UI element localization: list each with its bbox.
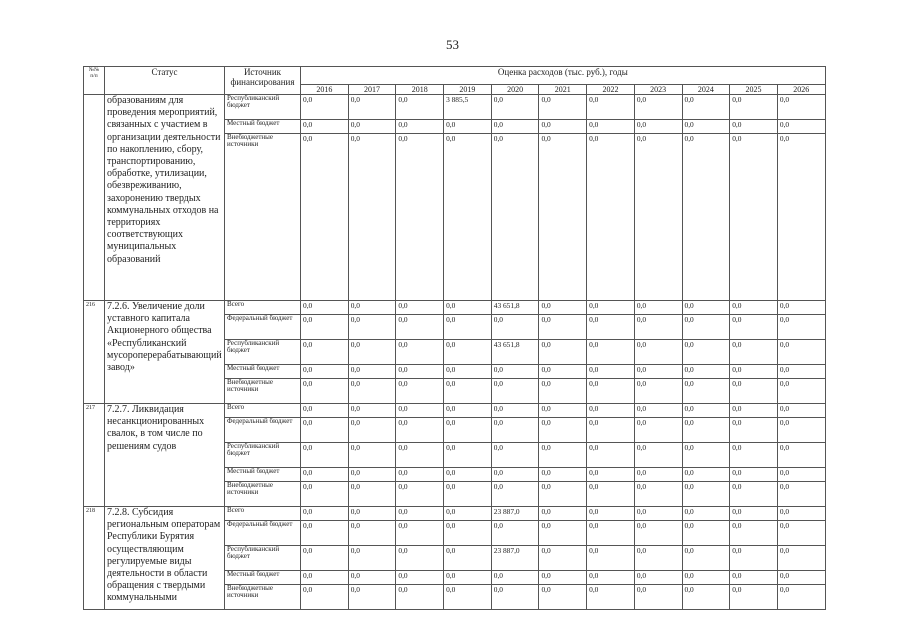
header-year: 2022 bbox=[587, 85, 635, 95]
value-cell: 0,0 bbox=[730, 585, 778, 610]
value-cell: 0,0 bbox=[539, 134, 587, 301]
value-cell: 0,0 bbox=[730, 546, 778, 571]
value-cell: 0,0 bbox=[777, 571, 825, 585]
value-cell: 0,0 bbox=[444, 404, 492, 418]
value-cell: 0,0 bbox=[444, 521, 492, 546]
value-cell: 0,0 bbox=[634, 379, 682, 404]
value-cell: 0,0 bbox=[444, 468, 492, 482]
value-cell: 0,0 bbox=[730, 443, 778, 468]
value-cell: 0,0 bbox=[730, 340, 778, 365]
funding-source: Всего bbox=[225, 507, 301, 521]
value-cell: 0,0 bbox=[491, 95, 539, 120]
value-cell: 43 651,8 bbox=[491, 301, 539, 315]
value-cell: 0,0 bbox=[444, 571, 492, 585]
value-cell: 0,0 bbox=[634, 404, 682, 418]
value-cell: 0,0 bbox=[634, 120, 682, 134]
header-year: 2016 bbox=[301, 85, 349, 95]
value-cell: 0,0 bbox=[634, 301, 682, 315]
value-cell: 0,0 bbox=[730, 521, 778, 546]
value-cell: 0,0 bbox=[396, 546, 444, 571]
status-cell: 7.2.8. Субсидия региональным операторам Республики Бурятия осуществляющим регулируемые виды деятельности в области обращения с твердыми коммунальными bbox=[105, 507, 225, 610]
value-cell: 0,0 bbox=[396, 507, 444, 521]
row-number: 217 bbox=[84, 404, 105, 507]
value-cell: 0,0 bbox=[587, 120, 635, 134]
value-cell: 0,0 bbox=[777, 120, 825, 134]
table-row bbox=[84, 404, 826, 418]
value-cell: 0,0 bbox=[777, 404, 825, 418]
value-cell: 0,0 bbox=[396, 482, 444, 507]
value-cell: 0,0 bbox=[444, 379, 492, 404]
header-status: Статус bbox=[105, 67, 225, 95]
value-cell: 0,0 bbox=[682, 507, 730, 521]
value-cell: 0,0 bbox=[539, 507, 587, 521]
value-cell: 0,0 bbox=[777, 134, 825, 301]
value-cell: 0,0 bbox=[301, 468, 349, 482]
row-number bbox=[84, 95, 105, 301]
value-cell: 0,0 bbox=[682, 468, 730, 482]
value-cell: 0,0 bbox=[539, 95, 587, 120]
value-cell: 0,0 bbox=[777, 482, 825, 507]
value-cell: 0,0 bbox=[539, 482, 587, 507]
value-cell: 0,0 bbox=[587, 134, 635, 301]
value-cell: 0,0 bbox=[587, 482, 635, 507]
value-cell: 0,0 bbox=[730, 120, 778, 134]
value-cell: 0,0 bbox=[539, 585, 587, 610]
status-cell: образованиям для проведения мероприятий, связанных с участием в организации деятельности по накоплению, сбору, транспортированию, обработке, утилизации, обезвреживанию, захоронению твердых коммунальных отходов на территориях соответствующих муниципальных образований bbox=[105, 95, 225, 301]
value-cell: 0,0 bbox=[587, 468, 635, 482]
value-cell: 0,0 bbox=[301, 120, 349, 134]
value-cell: 0,0 bbox=[491, 468, 539, 482]
value-cell: 23 887,0 bbox=[491, 507, 539, 521]
value-cell: 0,0 bbox=[444, 365, 492, 379]
value-cell: 0,0 bbox=[730, 95, 778, 120]
funding-source: Федеральный бюджет bbox=[225, 315, 301, 340]
value-cell: 0,0 bbox=[444, 482, 492, 507]
value-cell: 0,0 bbox=[539, 468, 587, 482]
value-cell: 0,0 bbox=[539, 340, 587, 365]
value-cell: 0,0 bbox=[301, 340, 349, 365]
value-cell: 0,0 bbox=[539, 301, 587, 315]
value-cell: 0,0 bbox=[587, 507, 635, 521]
value-cell: 0,0 bbox=[444, 134, 492, 301]
header-year: 2018 bbox=[396, 85, 444, 95]
value-cell: 0,0 bbox=[539, 443, 587, 468]
value-cell: 0,0 bbox=[491, 418, 539, 443]
value-cell: 0,0 bbox=[539, 571, 587, 585]
value-cell: 0,0 bbox=[682, 418, 730, 443]
table-row bbox=[84, 301, 826, 315]
value-cell: 0,0 bbox=[587, 95, 635, 120]
value-cell: 0,0 bbox=[587, 443, 635, 468]
value-cell: 0,0 bbox=[491, 585, 539, 610]
value-cell: 0,0 bbox=[491, 443, 539, 468]
value-cell: 0,0 bbox=[634, 315, 682, 340]
value-cell: 0,0 bbox=[396, 468, 444, 482]
value-cell: 0,0 bbox=[348, 365, 396, 379]
value-cell: 0,0 bbox=[682, 546, 730, 571]
value-cell: 0,0 bbox=[777, 315, 825, 340]
funding-source: Внебюджетные источники bbox=[225, 134, 301, 301]
value-cell: 43 651,8 bbox=[491, 340, 539, 365]
value-cell: 0,0 bbox=[682, 443, 730, 468]
table-header bbox=[84, 67, 826, 95]
value-cell: 0,0 bbox=[539, 365, 587, 379]
value-cell: 0,0 bbox=[396, 443, 444, 468]
value-cell: 0,0 bbox=[301, 301, 349, 315]
value-cell: 0,0 bbox=[396, 571, 444, 585]
value-cell: 0,0 bbox=[539, 546, 587, 571]
value-cell: 0,0 bbox=[587, 365, 635, 379]
value-cell: 0,0 bbox=[682, 120, 730, 134]
value-cell: 0,0 bbox=[634, 482, 682, 507]
funding-source: Местный бюджет bbox=[225, 571, 301, 585]
value-cell: 0,0 bbox=[396, 418, 444, 443]
value-cell: 0,0 bbox=[539, 379, 587, 404]
value-cell: 0,0 bbox=[777, 365, 825, 379]
table-row bbox=[84, 95, 826, 120]
value-cell: 0,0 bbox=[777, 418, 825, 443]
value-cell: 0,0 bbox=[587, 585, 635, 610]
value-cell: 0,0 bbox=[301, 546, 349, 571]
value-cell: 0,0 bbox=[539, 418, 587, 443]
value-cell: 0,0 bbox=[730, 301, 778, 315]
header-year: 2019 bbox=[444, 85, 492, 95]
value-cell: 0,0 bbox=[396, 585, 444, 610]
value-cell: 0,0 bbox=[444, 301, 492, 315]
value-cell: 0,0 bbox=[444, 418, 492, 443]
value-cell: 0,0 bbox=[301, 365, 349, 379]
value-cell: 0,0 bbox=[396, 521, 444, 546]
value-cell: 0,0 bbox=[444, 585, 492, 610]
table-row bbox=[84, 507, 826, 521]
value-cell: 0,0 bbox=[348, 120, 396, 134]
value-cell: 0,0 bbox=[587, 404, 635, 418]
value-cell: 0,0 bbox=[491, 571, 539, 585]
value-cell: 0,0 bbox=[682, 340, 730, 365]
value-cell: 0,0 bbox=[348, 418, 396, 443]
funding-source: Местный бюджет bbox=[225, 120, 301, 134]
value-cell: 0,0 bbox=[682, 379, 730, 404]
value-cell: 0,0 bbox=[301, 521, 349, 546]
value-cell: 0,0 bbox=[682, 95, 730, 120]
row-number: 216 bbox=[84, 301, 105, 404]
page-number: 53 bbox=[446, 37, 459, 52]
header-year: 2023 bbox=[634, 85, 682, 95]
value-cell: 0,0 bbox=[491, 134, 539, 301]
funding-source: Республиканский бюджет bbox=[225, 443, 301, 468]
funding-source: Всего bbox=[225, 301, 301, 315]
funding-source: Местный бюджет bbox=[225, 468, 301, 482]
value-cell: 0,0 bbox=[777, 443, 825, 468]
value-cell: 0,0 bbox=[396, 379, 444, 404]
value-cell: 0,0 bbox=[539, 120, 587, 134]
value-cell: 0,0 bbox=[682, 315, 730, 340]
value-cell: 0,0 bbox=[539, 404, 587, 418]
value-cell: 0,0 bbox=[634, 585, 682, 610]
value-cell: 0,0 bbox=[301, 418, 349, 443]
value-cell: 0,0 bbox=[539, 315, 587, 340]
value-cell: 0,0 bbox=[634, 546, 682, 571]
value-cell: 0,0 bbox=[730, 468, 778, 482]
value-cell: 0,0 bbox=[777, 340, 825, 365]
value-cell: 0,0 bbox=[444, 120, 492, 134]
status-cell: 7.2.7. Ликвидация несанкционированных свалок, в том числе по решениям судов bbox=[105, 404, 225, 507]
value-cell: 0,0 bbox=[730, 482, 778, 507]
value-cell: 0,0 bbox=[730, 365, 778, 379]
header-year: 2020 bbox=[491, 85, 539, 95]
value-cell: 0,0 bbox=[682, 482, 730, 507]
value-cell: 0,0 bbox=[634, 571, 682, 585]
value-cell: 0,0 bbox=[587, 379, 635, 404]
value-cell: 0,0 bbox=[348, 315, 396, 340]
value-cell: 0,0 bbox=[491, 521, 539, 546]
value-cell: 0,0 bbox=[777, 521, 825, 546]
value-cell: 0,0 bbox=[777, 95, 825, 120]
value-cell: 0,0 bbox=[396, 134, 444, 301]
value-cell: 0,0 bbox=[348, 443, 396, 468]
value-cell: 0,0 bbox=[730, 315, 778, 340]
value-cell: 0,0 bbox=[682, 521, 730, 546]
header-year: 2024 bbox=[682, 85, 730, 95]
value-cell: 0,0 bbox=[348, 507, 396, 521]
header-year: 2021 bbox=[539, 85, 587, 95]
value-cell: 0,0 bbox=[587, 418, 635, 443]
value-cell: 23 887,0 bbox=[491, 546, 539, 571]
value-cell: 0,0 bbox=[777, 507, 825, 521]
table-body bbox=[84, 95, 826, 610]
value-cell: 0,0 bbox=[587, 340, 635, 365]
value-cell: 0,0 bbox=[777, 546, 825, 571]
value-cell: 0,0 bbox=[444, 507, 492, 521]
value-cell: 0,0 bbox=[444, 443, 492, 468]
header-row-top bbox=[84, 67, 826, 85]
value-cell: 0,0 bbox=[491, 315, 539, 340]
value-cell: 0,0 bbox=[777, 301, 825, 315]
value-cell: 0,0 bbox=[682, 365, 730, 379]
header-costs: Оценка расходов (тыс. руб.), годы bbox=[301, 67, 826, 85]
funding-source: Федеральный бюджет bbox=[225, 521, 301, 546]
funding-source: Всего bbox=[225, 404, 301, 418]
value-cell: 0,0 bbox=[587, 315, 635, 340]
funding-source: Внебюджетные источники bbox=[225, 482, 301, 507]
value-cell: 0,0 bbox=[396, 404, 444, 418]
value-cell: 0,0 bbox=[301, 134, 349, 301]
value-cell: 0,0 bbox=[777, 468, 825, 482]
value-cell: 0,0 bbox=[491, 482, 539, 507]
value-cell: 3 885,5 bbox=[444, 95, 492, 120]
value-cell: 0,0 bbox=[348, 301, 396, 315]
value-cell: 0,0 bbox=[634, 365, 682, 379]
value-cell: 0,0 bbox=[491, 365, 539, 379]
funding-source: Местный бюджет bbox=[225, 365, 301, 379]
value-cell: 0,0 bbox=[730, 379, 778, 404]
value-cell: 0,0 bbox=[348, 340, 396, 365]
value-cell: 0,0 bbox=[587, 521, 635, 546]
budget-table bbox=[83, 66, 826, 610]
value-cell: 0,0 bbox=[348, 521, 396, 546]
value-cell: 0,0 bbox=[634, 521, 682, 546]
value-cell: 0,0 bbox=[491, 379, 539, 404]
value-cell: 0,0 bbox=[348, 482, 396, 507]
value-cell: 0,0 bbox=[396, 301, 444, 315]
funding-source: Внебюджетные источники bbox=[225, 585, 301, 610]
header-num: №№ п/п bbox=[84, 67, 105, 95]
value-cell: 0,0 bbox=[634, 507, 682, 521]
value-cell: 0,0 bbox=[348, 571, 396, 585]
value-cell: 0,0 bbox=[491, 120, 539, 134]
value-cell: 0,0 bbox=[682, 134, 730, 301]
funding-source: Республиканский бюджет bbox=[225, 340, 301, 365]
value-cell: 0,0 bbox=[682, 301, 730, 315]
value-cell: 0,0 bbox=[348, 134, 396, 301]
value-cell: 0,0 bbox=[396, 95, 444, 120]
value-cell: 0,0 bbox=[682, 404, 730, 418]
value-cell: 0,0 bbox=[730, 571, 778, 585]
value-cell: 0,0 bbox=[348, 585, 396, 610]
value-cell: 0,0 bbox=[634, 340, 682, 365]
value-cell: 0,0 bbox=[301, 507, 349, 521]
value-cell: 0,0 bbox=[396, 315, 444, 340]
value-cell: 0,0 bbox=[301, 379, 349, 404]
value-cell: 0,0 bbox=[348, 95, 396, 120]
value-cell: 0,0 bbox=[634, 95, 682, 120]
value-cell: 0,0 bbox=[348, 468, 396, 482]
value-cell: 0,0 bbox=[348, 379, 396, 404]
value-cell: 0,0 bbox=[777, 379, 825, 404]
funding-source: Федеральный бюджет bbox=[225, 418, 301, 443]
value-cell: 0,0 bbox=[301, 443, 349, 468]
value-cell: 0,0 bbox=[682, 571, 730, 585]
value-cell: 0,0 bbox=[634, 418, 682, 443]
header-year: 2017 bbox=[348, 85, 396, 95]
value-cell: 0,0 bbox=[539, 521, 587, 546]
value-cell: 0,0 bbox=[634, 134, 682, 301]
value-cell: 0,0 bbox=[301, 404, 349, 418]
value-cell: 0,0 bbox=[396, 120, 444, 134]
value-cell: 0,0 bbox=[301, 315, 349, 340]
value-cell: 0,0 bbox=[444, 315, 492, 340]
value-cell: 0,0 bbox=[730, 418, 778, 443]
value-cell: 0,0 bbox=[301, 571, 349, 585]
value-cell: 0,0 bbox=[301, 482, 349, 507]
funding-source: Республиканский бюджет bbox=[225, 546, 301, 571]
value-cell: 0,0 bbox=[491, 404, 539, 418]
value-cell: 0,0 bbox=[444, 546, 492, 571]
value-cell: 0,0 bbox=[444, 340, 492, 365]
value-cell: 0,0 bbox=[301, 585, 349, 610]
value-cell: 0,0 bbox=[396, 365, 444, 379]
value-cell: 0,0 bbox=[730, 134, 778, 301]
header-year: 2025 bbox=[730, 85, 778, 95]
value-cell: 0,0 bbox=[634, 468, 682, 482]
value-cell: 0,0 bbox=[730, 507, 778, 521]
value-cell: 0,0 bbox=[587, 301, 635, 315]
status-cell: 7.2.6. Увеличение доли уставного капитала Акционерного общества «Республиканский мусороперерабатывающий завод» bbox=[105, 301, 225, 404]
value-cell: 0,0 bbox=[777, 585, 825, 610]
header-source: Источник финансирования bbox=[225, 67, 301, 95]
header-year: 2026 bbox=[777, 85, 825, 95]
value-cell: 0,0 bbox=[730, 404, 778, 418]
value-cell: 0,0 bbox=[682, 585, 730, 610]
value-cell: 0,0 bbox=[634, 443, 682, 468]
value-cell: 0,0 bbox=[348, 546, 396, 571]
value-cell: 0,0 bbox=[348, 404, 396, 418]
value-cell: 0,0 bbox=[301, 95, 349, 120]
value-cell: 0,0 bbox=[396, 340, 444, 365]
value-cell: 0,0 bbox=[587, 571, 635, 585]
row-number: 218 bbox=[84, 507, 105, 610]
funding-source: Республиканский бюджет bbox=[225, 95, 301, 120]
value-cell: 0,0 bbox=[587, 546, 635, 571]
funding-source: Внебюджетные источники bbox=[225, 379, 301, 404]
